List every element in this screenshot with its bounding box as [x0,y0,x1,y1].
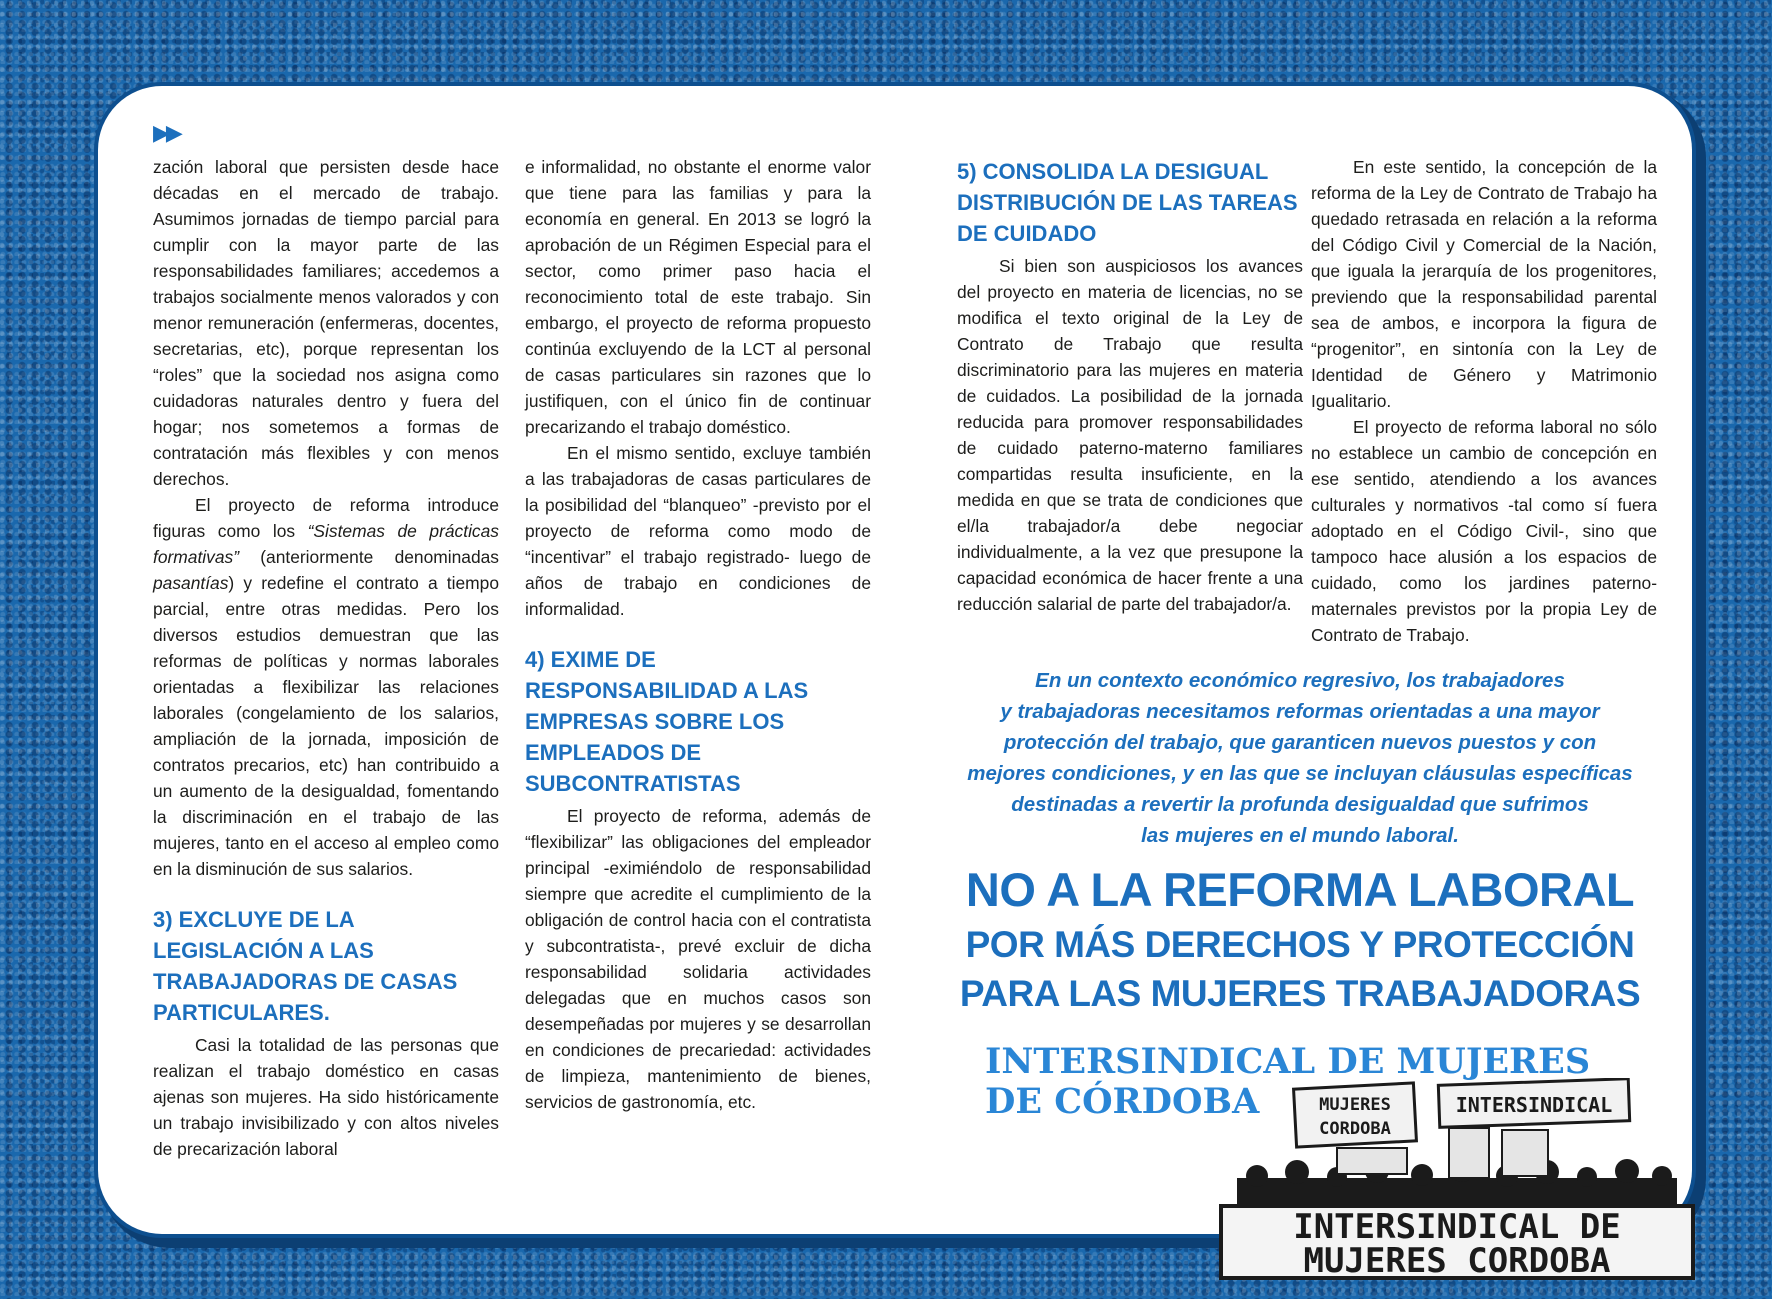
banner-right-text: INTERSINDICAL [1455,1093,1613,1117]
org-line-1: INTERSINDICAL DE MUJERES [985,1041,1591,1082]
banner-left [1294,1083,1417,1147]
quote-line-3: protección del trabajo, que garanticen nuevos puestos y con [1003,731,1597,754]
quote-line-5: destinadas a revertir la profunda desigualdad que sufrimos [1011,793,1589,816]
banner-left-text-1: MUJERES [1319,1095,1391,1115]
stamp [1221,1206,1693,1280]
col1-p2-italic-b: “Sistemas de prácticas formativas” [153,521,499,567]
col2-paragraph-2: En el mismo sentido, excluye también a las trabajadoras de casas particulares de la posibilidad del “blanqueo” -previsto por el proyecto de reforma como modo de “incentivar” el trabajo registrado- luego de años de trabajo en condiciones de informalidad. [525,443,871,619]
column-2 [525,154,871,1115]
col1-p2-text-c: (anteriormente denominadas [239,547,499,567]
col1-p2-text-e: ) y redefine el contrato a tiempo parcial, entre otras medidas. Pero los diversos estudios demuestran que las reformas de políticas y normas laborales orientadas a flexibilizar las relaciones laborales (congelamiento de los salarios, ampliación de la jornada, imposición de contratos precarios, etc) han contribuido a un aumento de la desigualdad, fomentando la discriminación en el trabajo de las mujeres, tanto en el acceso al empleo como en la disminución de sus salarios. [153,573,499,879]
intersindical-logo [1217,1078,1697,1280]
col2-paragraph-1: e informalidad, no obstante el enorme valor que tiene para las familias y para la economía en general. En 2013 se logró la aprobación de un Régimen Especial para el sector, como primer paso hacia el reconocimiento total de este trabajo. Sin embargo, el proyecto de reforma propuesto continúa excluyendo de la LCT al personal de casas particulares sin razones que lo justifiquen, con el único fin de continuar precarizando el trabajo doméstico. [525,157,871,437]
quote-line-4: mejores condiciones, y en las que se incluyan cláusulas específicas [967,762,1633,785]
column-1 [153,154,499,1162]
quote-line-2: y trabajadoras necesitamos reformas orientadas a una mayor [1000,700,1600,723]
heading-3: 3) EXCLUYE DE LA LEGISLACIÓN A LAS TRABAJADORAS DE CASAS PARTICULARES. [153,907,458,1025]
col1-paragraph-2 [153,492,499,882]
banner-right [1438,1079,1629,1128]
sub-slogan-line-2: PARA LAS MUJERES TRABAJADORAS [959,973,1641,1014]
quote-line-1: En un contexto económico regresivo, los trabajadores [1035,669,1565,692]
col4-paragraph-1: En este sentido, la concepción de la reforma de la Ley de Contrato de Trabajo ha quedado retrasada en relación a la reforma del Código Civil y Comercial de la Nación, que iguala la jerarquía de los progenitores, previendo que la responsabilidad parental sea de ambos, e incorpora la figura de “progenitor”, en sintonía con la Ley de Identidad de Género y Matrimonio Igualitario. [1311,157,1657,411]
sub-slogan [950,920,1650,1018]
col1-p2-text-a: El proyecto de reforma introduce figuras como los [153,495,499,541]
main-slogan: NO A LA REFORMA LABORAL [965,863,1635,916]
col1-p2-italic-d: pasantías [153,573,229,593]
banner-left-text-2: CORDOBA [1319,1119,1391,1139]
stamp-text-2: MUJERES CORDOBA [1303,1241,1611,1280]
col4-paragraph-2: El proyecto de reforma laboral no sólo no establece un cambio de concepción en ese sentido, atendiendo a los avances culturales y normativos -tal como sí fuera adoptado en el Código Civil-, sino que tampoco hace alusión a los espacios de cuidado, como los jardines paterno-maternales previstos por la propia Ley de Contrato de Trabajo. [1311,417,1657,645]
heading-5: 5) CONSOLIDA LA DESIGUAL DISTRIBUCIÓN DE LAS TAREAS DE CUIDADO [957,159,1298,246]
col1-paragraph-3: Casi la totalidad de las personas que realizan el trabajo doméstico en casas ajenas son mujeres. Ha sido históricamente un trabajo invisibilizado y con altos niveles de precarización laboral [153,1035,499,1159]
org-line-2: DE CÓRDOBA [985,1081,1260,1122]
column-3 [957,154,1303,617]
closing-quote [950,665,1650,851]
quote-line-6: las mujeres en el mundo laboral. [1141,824,1459,847]
continue-arrows-icon: ▶▶ [153,120,179,145]
col1-paragraph-1: zación laboral que persisten desde hace décadas en el mercado de trabajo. Asumimos jornadas de tiempo parcial para cumplir con la mayor parte de las responsabilidades familiares; accedemos a trabajos socialmente menos valorados y con menor remuneración (enfermeras, docentes, secretarias, etc), porque representan los “roles” que la sociedad nos asigna como cuidadoras naturales dentro y fuera del hogar; nos sometemos a formas de contratación más flexibles y con menos derechos. [153,157,499,489]
column-4 [1311,154,1657,648]
col3-paragraph-1: Si bien son auspiciosos los avances del proyecto en materia de licencias, no se modifica el texto original de la Ley de Contrato de Trabajo que resulta discriminatorio para las mujeres en materia de cuidados. La posibilidad de la jornada reducida para promover responsabilidades de cuidado paterno-materno familiares compartidas resulta insuficiente, en la medida en que se trata de condiciones que el/la trabajador/a debe negociar individualmente, a la vez que presupone la capacidad económica de hacer frente a una reducción salarial de parte del trabajador/a. [957,256,1303,614]
col2-paragraph-3: El proyecto de reforma, además de “flexibilizar” las obligaciones del empleador principal -eximiéndolo de responsabilidad siempre que acredite el cumplimiento de la obligación de control hacia con el contratista y subcontratista-, prevé excluir de dicha responsabilidad solidaria actividades delegadas que en muchos casos son desempeñadas por mujeres y se desarrollan en condiciones de precariedad: actividades de limpieza, mantenimiento de bienes, servicios de gastronomía, etc. [525,806,871,1112]
sub-slogan-line-1: POR MÁS DERECHOS Y PROTECCIÓN [965,924,1635,965]
stamp-text-1: INTERSINDICAL DE [1293,1207,1621,1247]
heading-4: 4) EXIME DE RESPONSABILIDAD A LAS EMPRESAS SOBRE LOS EMPLEADOS DE SUBCONTRATISTAS [525,647,809,796]
